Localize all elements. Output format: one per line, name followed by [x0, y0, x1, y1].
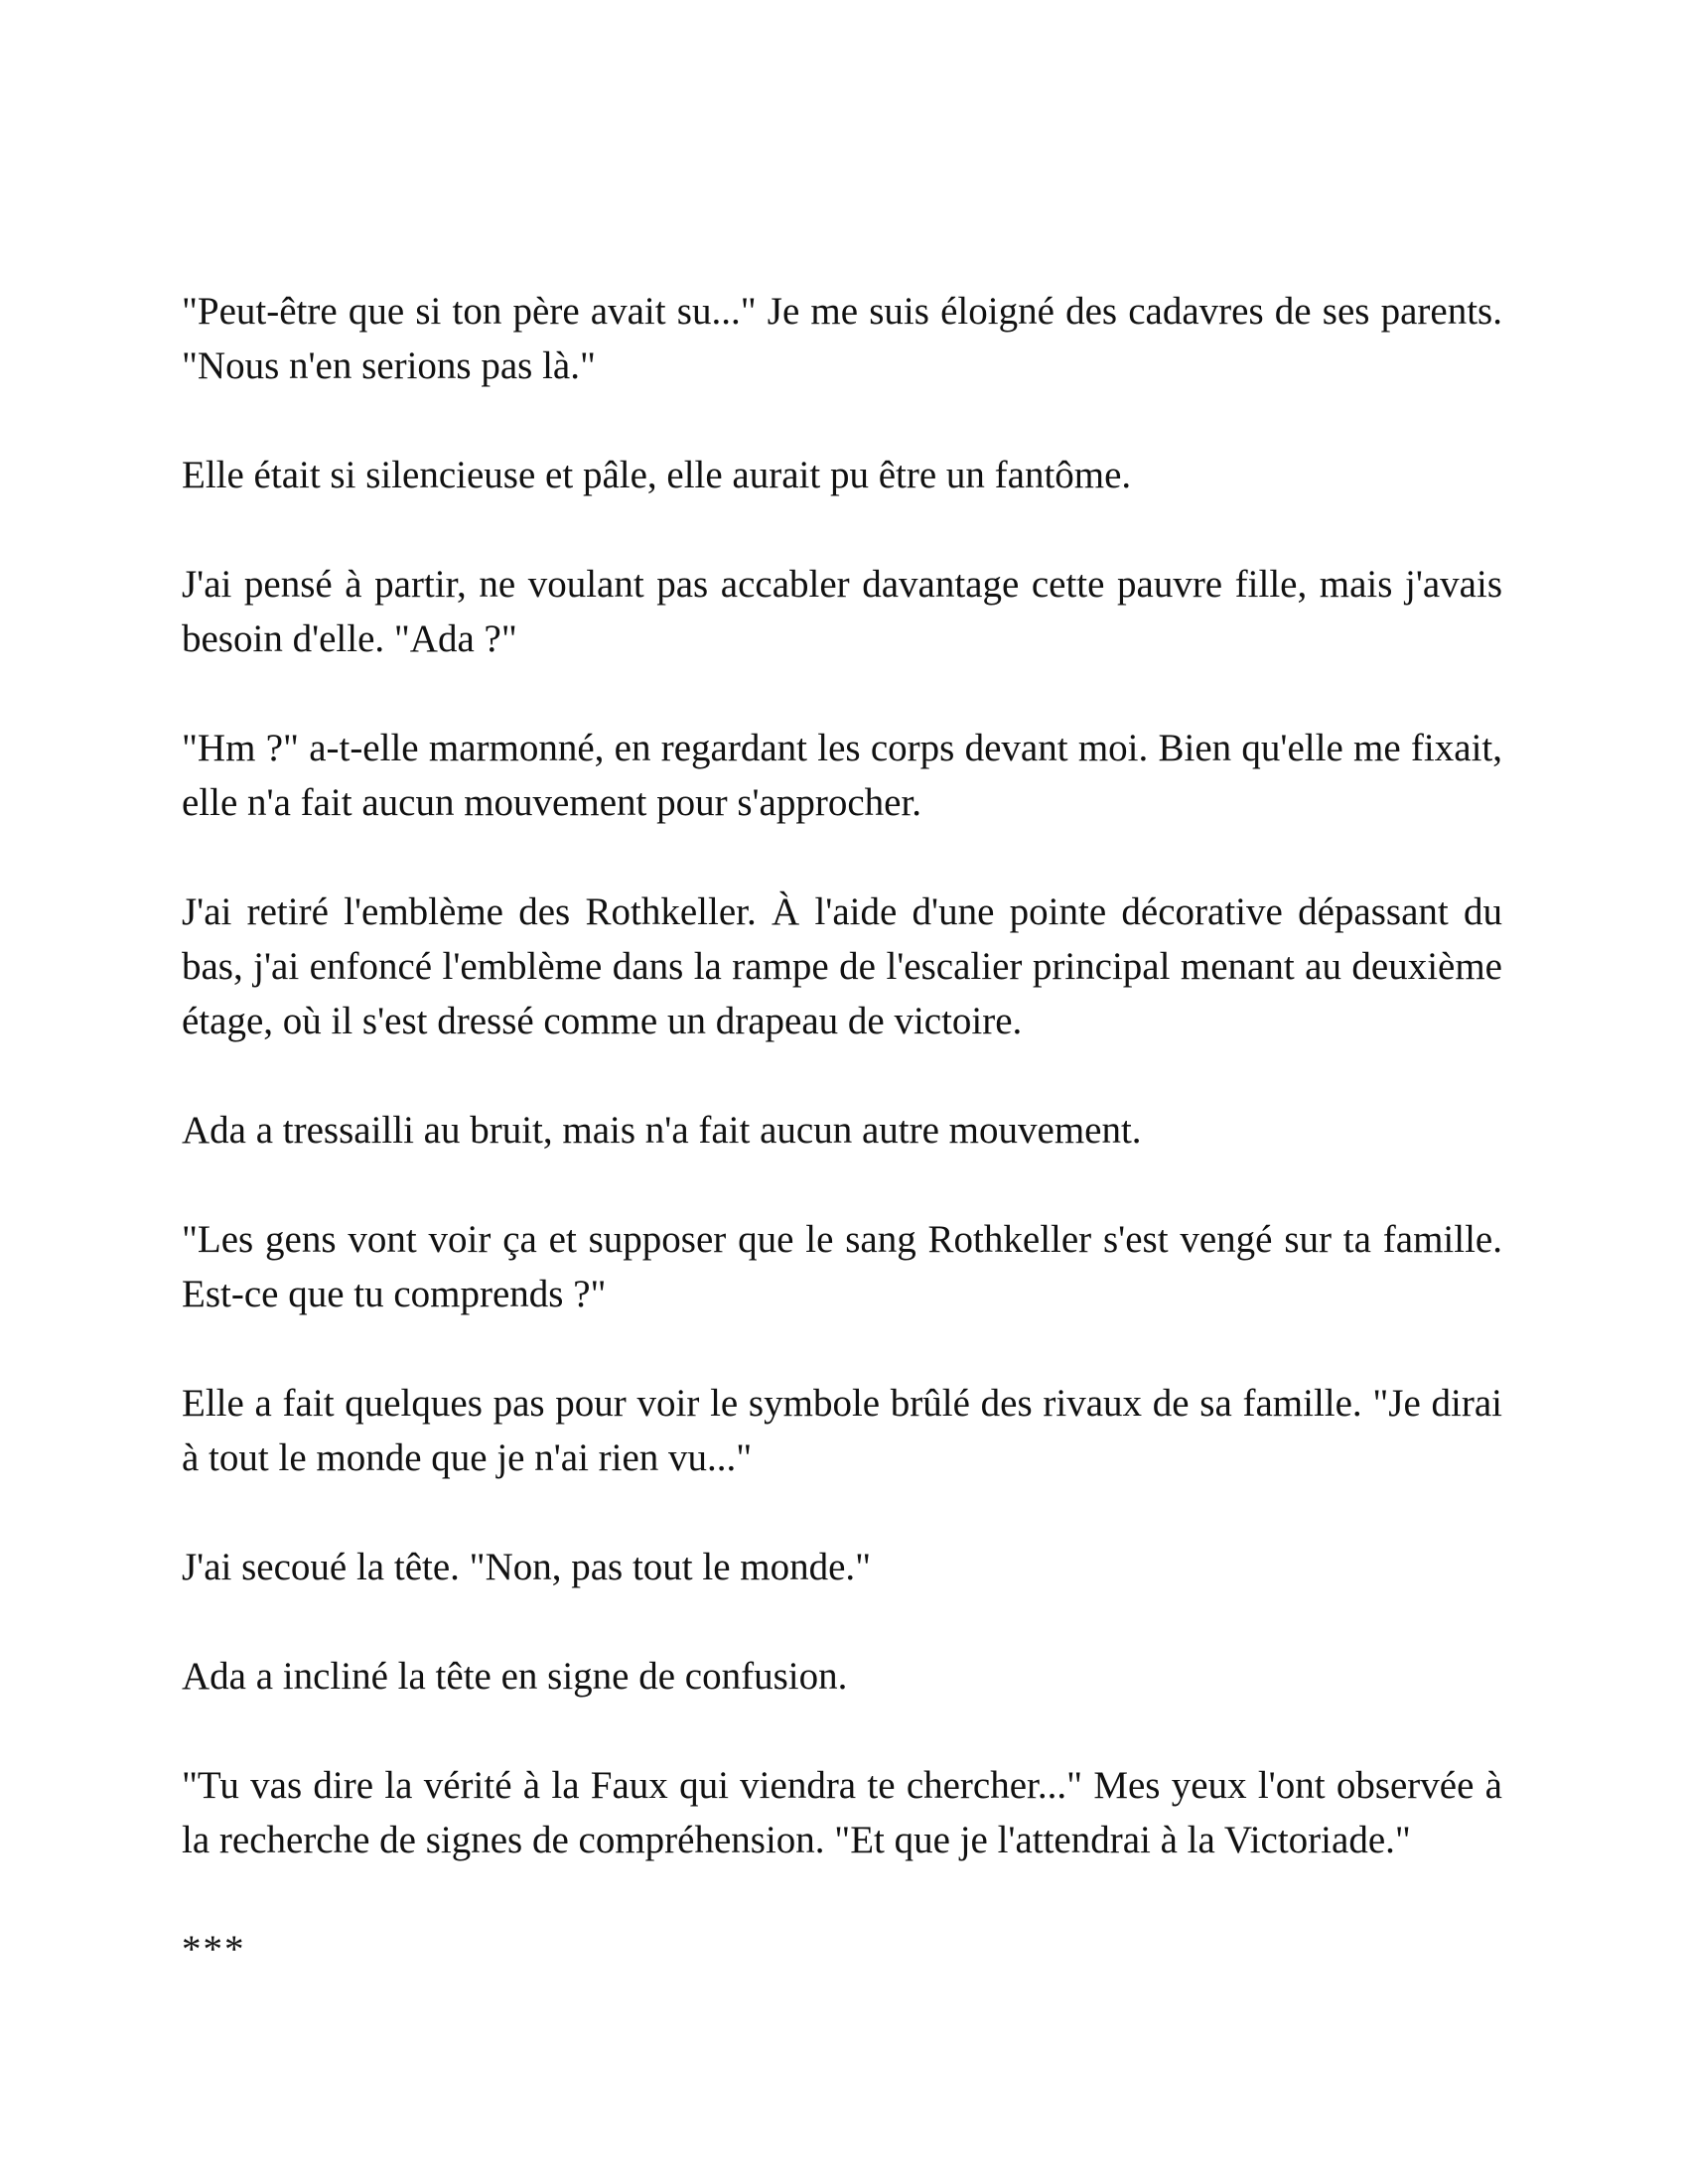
paragraph: J'ai secoué la tête. "Non, pas tout le monde.": [182, 1546, 872, 1588]
paragraph: Ada a incliné la tête en signe de confusion.: [182, 1655, 848, 1698]
paragraph: "Peut-être que si ton père avait su..." Je me suis éloigné des cadavres de ses parents. "Nous n'en serions pas là.": [182, 290, 1502, 387]
document-body: [182, 284, 1502, 2031]
paragraph: J'ai retiré l'emblème des Rothkeller. À l'aide d'une pointe décorative dépassant du bas, j'ai enfoncé l'emblème dans la rampe de l'escalier principal menant au deuxième étage, où il s'est dressé comme un drapeau de victoire.: [182, 890, 1502, 1042]
paragraph: Ada a tressailli au bruit, mais n'a fait aucun autre mouvement.: [182, 1109, 1142, 1152]
paragraph: Elle a fait quelques pas pour voir le symbole brûlé des rivaux de sa famille. "Je dirai à tout le monde que je n'ai rien vu...": [182, 1382, 1502, 1479]
paragraph: "Hm ?" a-t-elle marmonné, en regardant les corps devant moi. Bien qu'elle me fixait, elle n'a fait aucun mouvement pour s'approcher.: [182, 727, 1502, 824]
paragraph: Elle était si silencieuse et pâle, elle aurait pu être un fantôme.: [182, 454, 1132, 496]
paragraph: J'ai pensé à partir, ne voulant pas accabler davantage cette pauvre fille, mais j'avais besoin d'elle. "Ada ?": [182, 563, 1502, 660]
scene-separator: ***: [182, 1928, 246, 1971]
paragraph: "Les gens vont voir ça et supposer que le sang Rothkeller s'est vengé sur ta famille. Est-ce que tu comprends ?": [182, 1218, 1502, 1315]
paragraph: "Tu vas dire la vérité à la Faux qui viendra te chercher..." Mes yeux l'ont observée à la recherche de signes de compréhension. "Et que je l'attendrai à la Victoriade.": [182, 1764, 1502, 1861]
